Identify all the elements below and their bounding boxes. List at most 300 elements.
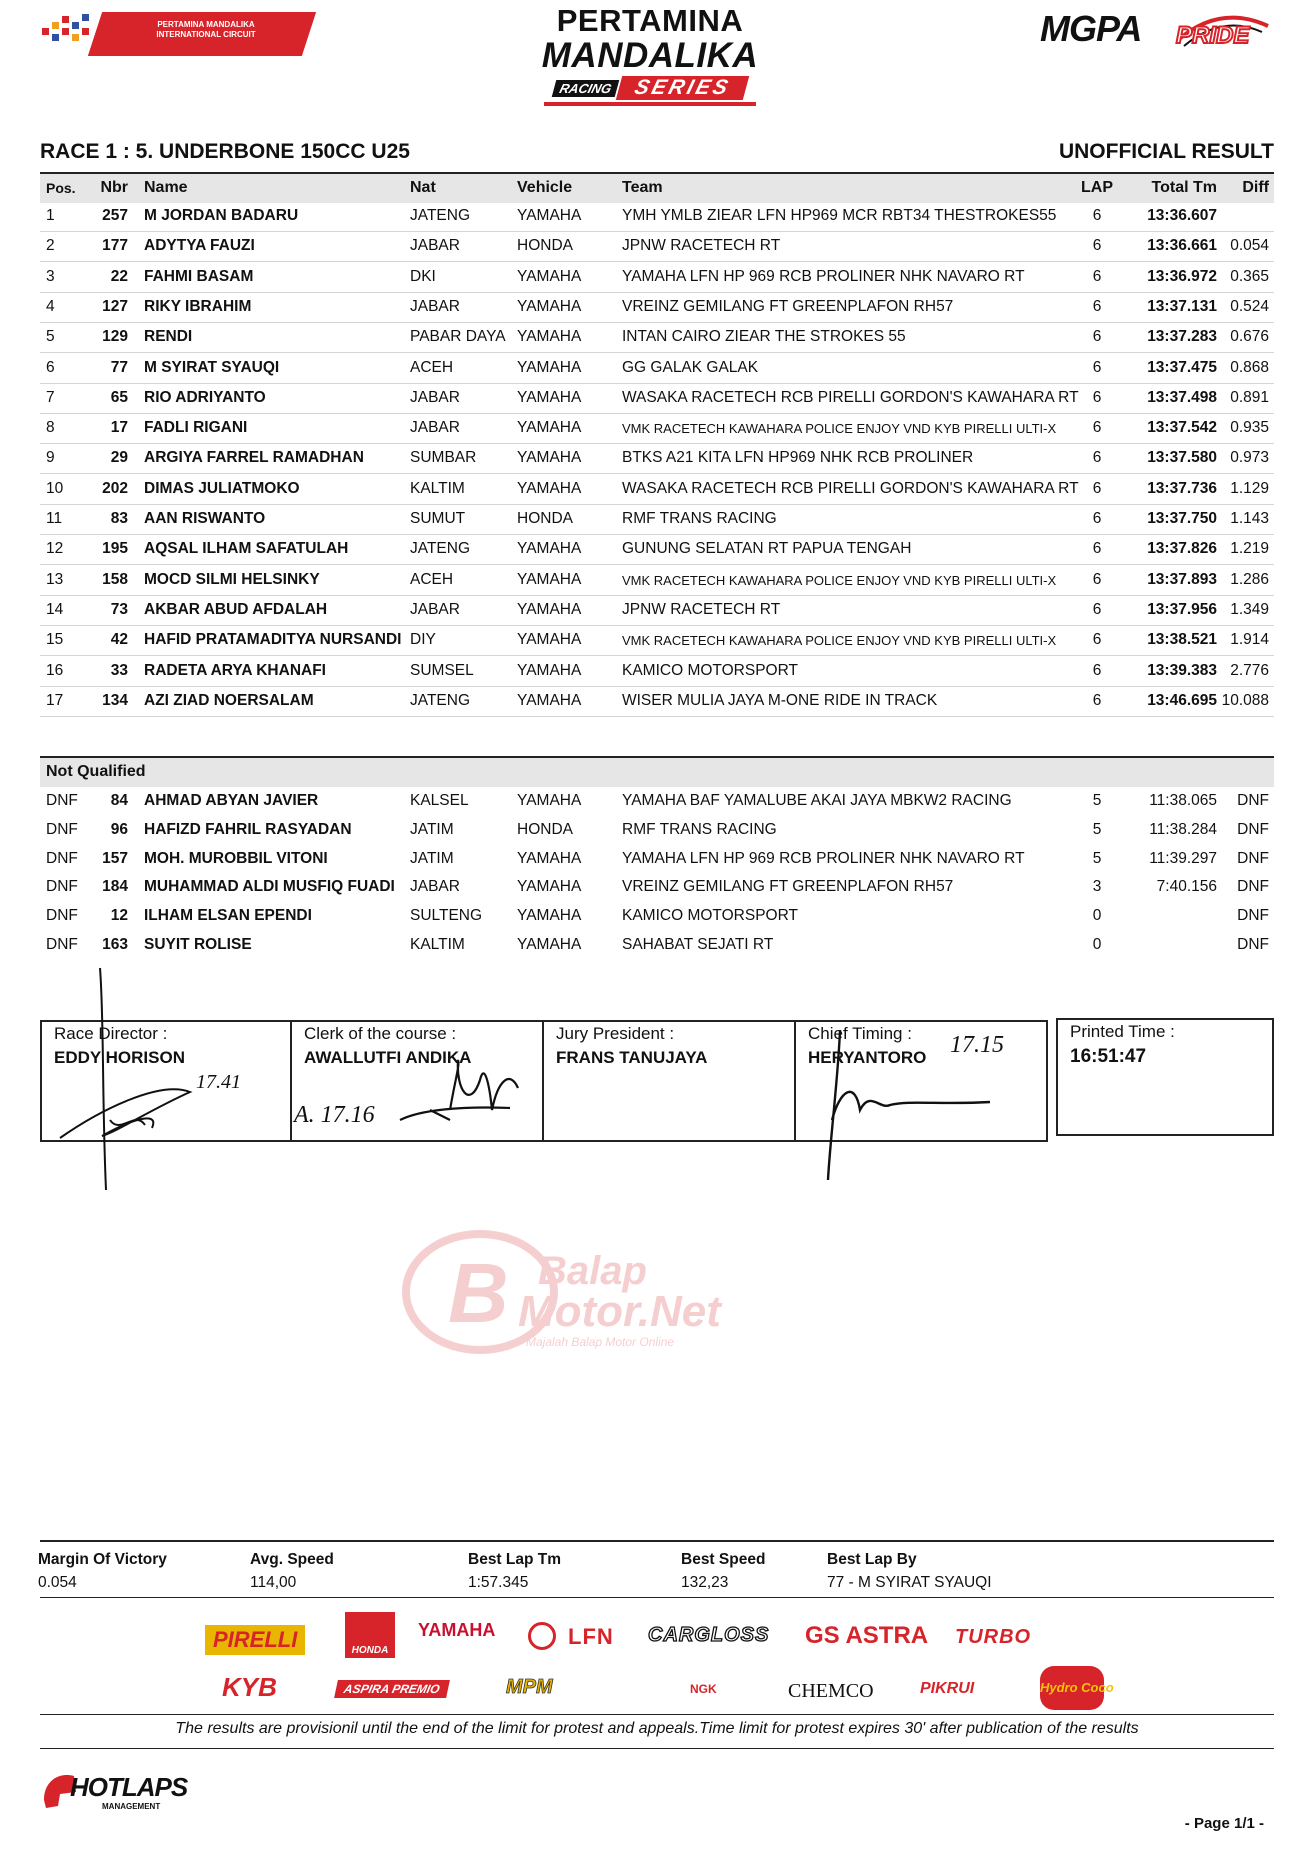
cell-nat: JATIM [410,849,454,867]
col-pos: Pos. [46,180,76,196]
cell-nbr: 96 [110,820,128,838]
cell-team: KAMICO MOTORSPORT [622,907,798,925]
cell-lap: 6 [1092,510,1102,527]
cell-vehicle: YAMAHA [517,449,582,467]
printed-time-label: Printed Time : [1070,1022,1175,1041]
cell-vehicle: YAMAHA [517,267,582,285]
cell-vehicle: YAMAHA [517,328,582,346]
cell-diff: 0.524 [1230,297,1269,315]
cell-vehicle: HONDA [517,237,573,255]
cell-diff: DNF [1237,820,1269,838]
table-row [40,625,1274,656]
results-header [40,172,1274,203]
table-row [40,413,1274,444]
cell-name: FADLI RIGANI [144,419,248,437]
cell-team: JPNW RACETECH RT [622,600,781,618]
cell-nat: JABAR [410,878,460,896]
cell-pos: 7 [46,388,55,406]
cell-nat: SUMBAR [410,449,477,467]
cell-diff: 10.088 [1221,691,1269,709]
signature-race-director [60,968,190,1190]
cell-vehicle: YAMAHA [517,540,582,558]
cell-nbr: 22 [110,267,128,285]
table-row [40,816,1274,845]
cell-nbr: 195 [102,540,128,558]
cell-pos: 6 [46,358,55,376]
cell-lap: 6 [1092,631,1102,649]
sponsor-gs-astra: GS ASTRA [805,1622,929,1649]
cell-team: YAMAHA LFN HP 969 RCB PROLINER NHK NAVARO RT [622,267,1025,285]
watermark-line1: Balap [538,1249,647,1293]
cell-nbr: 158 [102,570,128,588]
cell-diff: 0.365 [1230,267,1269,285]
cell-vehicle: YAMAHA [517,479,582,497]
signatures-overlay [40,960,1060,1200]
cell-nbr: 157 [102,849,128,867]
cell-pos: DNF [46,792,78,809]
pride-logo [1170,10,1274,54]
cell-pos: 11 [46,510,63,527]
cell-nbr: 12 [110,907,128,925]
stats-top-rule [40,1540,1274,1542]
cell-pos: 4 [46,297,55,315]
cell-total: 13:36.972 [1147,267,1217,285]
cell-nbr: 83 [110,510,128,527]
circuit-logo-text: PERTAMINA MANDALIKA INTERNATIONAL CIRCUIT [156,20,256,39]
cell-lap: 0 [1092,936,1102,953]
cell-name: RENDI [144,328,193,346]
cell-name: RADETA ARYA KHANAFI [144,661,326,679]
cell-diff: 2.776 [1230,661,1269,679]
cell-pos: 9 [46,449,55,467]
cell-name: MOH. MUROBBIL VITONI [144,849,328,867]
cell-pos: 10 [46,479,64,497]
stat-best-lap-label: Best Lap Tm [468,1551,562,1568]
cell-nbr: 163 [102,936,128,953]
cell-nat: SUMUT [410,510,466,527]
cell-name: AHMAD ABYAN JAVIER [144,792,319,809]
cell-vehicle: YAMAHA [517,907,582,925]
table-row [40,656,1274,687]
official-name: AWALLUTFI ANDIKA [304,1048,472,1067]
cell-lap: 6 [1092,449,1102,467]
cell-nbr: 77 [110,358,128,376]
printed-time-box [1056,1018,1274,1136]
stat-avg-speed-value: 114,00 [250,1574,297,1591]
hotlaps-logo-text: HOTLAPS [70,1772,188,1802]
cell-nat: DIY [410,631,436,649]
series-logo-underline [544,102,756,106]
cell-nbr: 127 [102,297,128,315]
table-row [40,201,1274,232]
cell-diff: 1.286 [1230,570,1269,588]
official-name: EDDY HORISON [54,1048,185,1067]
cell-total: 13:38.521 [1147,631,1217,649]
cell-pos: 2 [46,237,55,255]
col-total: Total Tm [1151,179,1217,196]
cell-diff: 1.349 [1230,600,1269,618]
signature-note: A. 17.16 [294,1102,375,1128]
cell-total: 7:40.156 [1156,878,1217,896]
col-nat: Nat [410,179,436,196]
table-row [40,686,1274,717]
cell-lap: 5 [1092,820,1102,838]
cell-pos: 1 [46,207,55,224]
hotlaps-logo [40,1770,210,1816]
cell-nat: JATENG [410,207,470,224]
stat-best-lap-by-label: Best Lap By [827,1551,917,1568]
cell-name: AQSAL ILHAM SAFATULAH [144,540,349,558]
table-row [40,902,1274,931]
cell-name: ILHAM ELSAN EPENDI [144,907,312,925]
cell-vehicle: YAMAHA [517,570,582,588]
cell-team: VREINZ GEMILANG FT GREENPLAFON RH57 [622,878,954,896]
cell-lap: 6 [1092,207,1102,224]
table-row [40,534,1274,565]
cell-lap: 6 [1092,297,1102,315]
cell-name: MOCD SILMI HELSINKY [144,570,320,588]
cell-total: 13:39.383 [1147,661,1217,679]
table-row [40,322,1274,353]
sponsor-ngk: NGK [690,1682,717,1696]
cell-pos: DNF [46,849,78,867]
cell-team: VMK RACETECH KAWAHARA POLICE ENJOY VND KYB PIRELLI ULTI-X [622,421,1057,437]
table-row [40,565,1274,596]
disclaimer-top-rule [40,1714,1274,1715]
cell-team: KAMICO MOTORSPORT [622,661,798,679]
cell-name: AZI ZIAD NOERSALAM [144,691,314,709]
cell-lap: 6 [1092,237,1102,255]
table-row [40,873,1274,902]
cell-name: RIO ADRIYANTO [144,388,266,406]
col-vehicle: Vehicle [517,179,573,196]
cell-team: SAHABAT SEJATI RT [622,936,774,953]
cell-lap: 0 [1092,907,1102,925]
cell-nat: JATENG [410,540,470,558]
sponsor-honda: HONDA [345,1612,395,1658]
cell-lap: 5 [1092,849,1102,867]
stat-avg-speed-label: Avg. Speed [250,1551,334,1568]
table-row [40,931,1274,960]
cell-vehicle: YAMAHA [517,600,582,618]
cell-lap: 3 [1092,878,1102,896]
sponsor-yamaha: YAMAHA [418,1620,496,1640]
official-name: HERYANTORO [808,1048,927,1067]
cell-diff: 0.676 [1230,328,1269,346]
cell-team: INTAN CAIRO ZIEAR THE STROKES 55 [622,328,906,346]
cell-diff: 1.219 [1230,540,1269,558]
cell-nbr: 73 [110,600,128,618]
cell-nbr: 202 [102,479,128,497]
cell-total: 13:37.750 [1147,510,1217,527]
stat-best-speed-label: Best Speed [681,1551,766,1568]
cell-vehicle: YAMAHA [517,936,582,953]
cell-total: 13:36.661 [1147,237,1217,255]
cell-pos: 14 [46,600,64,618]
watermark-line2: Motor.Net [518,1287,721,1336]
cell-lap: 6 [1092,419,1102,437]
cell-total: 13:37.131 [1147,297,1217,315]
stat-best-speed-value: 132,23 [681,1574,729,1591]
col-team: Team [622,179,663,196]
cell-total: 13:37.956 [1147,600,1217,618]
series-logo-line1: PERTAMINA [556,3,744,38]
cell-name: FAHMI BASAM [144,267,254,285]
official-role: Race Director : [54,1024,168,1043]
cell-nat: SUMSEL [410,661,474,679]
hotlaps-logo-sub: MANAGEMENT [102,1802,161,1811]
table-row [40,383,1274,414]
cell-name: DIMAS JULIATMOKO [144,479,300,497]
cell-total: 13:37.498 [1147,388,1217,406]
svg-text:B: B [448,1246,509,1340]
sponsor-pikrui: PIKRUI [920,1680,975,1697]
table-row [40,504,1274,535]
cell-total: 13:37.580 [1147,449,1217,467]
cell-nbr: 17 [110,419,128,437]
cell-vehicle: YAMAHA [517,388,582,406]
cell-pos: 3 [46,267,55,285]
cell-team: VMK RACETECH KAWAHARA POLICE ENJOY VND KYB PIRELLI ULTI-X [622,633,1057,649]
disclaimer: The results are provisionil until the end of the limit for protest and appeals.Time limit for protest expires 30' after publication of the results [175,1720,1139,1737]
cell-diff: 0.935 [1230,419,1269,437]
cell-pos: 12 [46,540,64,558]
cell-lap: 6 [1092,540,1102,558]
series-logo-series: SERIES [616,76,749,100]
cell-nbr: 65 [110,388,128,406]
watermark [400,1226,840,1356]
cell-nat: JABAR [410,388,460,406]
col-diff: Diff [1242,179,1269,196]
cell-total: 13:37.736 [1147,479,1217,497]
cell-diff: 0.891 [1230,388,1269,406]
cell-nat: KALTIM [410,936,465,953]
sponsor-mpm: MPM [506,1676,553,1698]
mgpa-logo: MGPA [1040,8,1142,49]
cell-name: M SYIRAT SYAUQI [144,358,280,376]
table-row [40,474,1274,505]
cell-vehicle: YAMAHA [517,631,582,649]
stats-bottom-rule [40,1597,1274,1598]
cell-vehicle: YAMAHA [517,849,582,867]
cell-lap: 6 [1092,328,1102,346]
cell-vehicle: YAMAHA [517,297,582,315]
cell-name: M JORDAN BADARU [144,207,299,224]
cell-diff: 0.973 [1230,449,1269,467]
official-role: Chief Timing : [808,1024,912,1043]
lfn-ring-icon [528,1622,556,1650]
cell-pos: 15 [46,631,64,649]
cell-name: ARGIYA FARREL RAMADHAN [144,449,364,467]
cell-diff: 0.868 [1230,358,1269,376]
cell-team: YAMAHA BAF YAMALUBE AKAI JAYA MBKW2 RACING [622,792,1012,809]
cell-nbr: 33 [110,661,128,679]
cell-nat: KALTIM [410,479,465,497]
cell-name: AAN RISWANTO [144,510,266,527]
not-qualified-header [40,756,1274,787]
signature-note: 17.15 [950,1032,1004,1058]
cell-team: GG GALAK GALAK [622,358,759,376]
cell-total: 13:37.893 [1147,570,1217,588]
series-logo-racing: RACING [552,80,620,97]
cell-team: WISER MULIA JAYA M-ONE RIDE IN TRACK [622,691,938,709]
cell-nat: ACEH [410,358,454,376]
cell-pos: 13 [46,570,64,588]
cell-total: 11:38.284 [1149,820,1217,838]
cell-lap: 6 [1092,600,1102,618]
cell-total: 13:46.695 [1147,691,1217,709]
sponsor-chemco: CHEMCO [788,1680,874,1702]
cell-nat: JABAR [410,297,460,315]
cell-nbr: 257 [102,207,128,224]
sponsor-aspira: ASPIRA PREMIO [334,1680,449,1698]
cell-nbr: 84 [110,792,128,809]
cell-name: RIKY IBRAHIM [144,297,252,315]
cell-vehicle: YAMAHA [517,691,582,709]
cell-nat: JATENG [410,691,470,709]
series-logo-line2: MANDALIKA [541,36,759,75]
cell-lap: 6 [1092,267,1102,285]
cell-diff: DNF [1237,936,1269,953]
col-name: Name [144,179,188,196]
cell-vehicle: YAMAHA [517,419,582,437]
cell-diff: 1.143 [1230,510,1269,527]
table-row [40,845,1274,874]
cell-nat: PABAR DAYA [410,328,506,346]
cell-total: 13:37.475 [1147,358,1217,376]
cell-team: WASAKA RACETECH RCB PIRELLI GORDON'S KAWAHARA RT [622,388,1079,406]
cell-lap: 6 [1092,661,1102,679]
page-number: - Page 1/1 - [1184,1815,1264,1832]
stat-best-lap-by-value: 77 - M SYIRAT SYAUQI [827,1574,992,1591]
cell-total: 11:39.297 [1149,849,1217,867]
cell-nbr: 129 [102,328,128,346]
result-status: UNOFFICIAL RESULT [1058,140,1274,163]
cell-team: JPNW RACETECH RT [622,237,781,255]
cell-nbr: 42 [110,631,128,649]
cell-name: MUHAMMAD ALDI MUSFIQ FUADI [144,878,395,896]
cell-nat: DKI [410,267,436,285]
signature-clerk [400,1060,518,1120]
cell-lap: 5 [1092,792,1102,809]
cell-nbr: 134 [102,691,128,709]
cell-team: VMK RACETECH KAWAHARA POLICE ENJOY VND KYB PIRELLI ULTI-X [622,572,1057,588]
cell-nat: KALSEL [410,792,469,809]
cell-vehicle: YAMAHA [517,661,582,679]
stat-margin-label: Margin Of Victory [38,1551,167,1568]
sponsor-turbo: TURBO [955,1626,1032,1648]
cell-pos: 17 [46,691,64,709]
signature-note: 17.41 [196,1071,241,1093]
cell-pos: DNF [46,907,78,925]
cell-team: RMF TRANS RACING [622,820,777,838]
watermark-logo [400,1226,840,1356]
stat-margin-value: 0.054 [38,1574,77,1591]
cell-vehicle: YAMAHA [517,878,582,896]
cell-nat: JATIM [410,820,454,838]
cell-diff: DNF [1237,849,1269,867]
cell-diff: 0.054 [1230,237,1269,255]
sponsor-cargloss: CARGLOSS [648,1624,770,1646]
cell-vehicle: HONDA [517,820,573,838]
official-name: FRANS TANUJAYA [556,1048,708,1067]
printed-time-value: 16:51:47 [1070,1046,1147,1067]
cell-pos: 16 [46,661,64,679]
watermark-tagline: Majalah Balap Motor Online [526,1335,675,1349]
cell-team: VREINZ GEMILANG FT GREENPLAFON RH57 [622,297,954,315]
stat-best-lap-value: 1:57.345 [468,1574,529,1591]
table-row [40,262,1274,293]
table-row [40,595,1274,626]
cell-team: YAMAHA LFN HP 969 RCB PROLINER NHK NAVARO RT [622,849,1025,867]
cell-name: ADYTYA FAUZI [144,237,255,255]
cell-team: YMH YMLB ZIEAR LFN HP969 MCR RBT34 THESTROKES55 [622,207,1057,224]
cell-nbr: 184 [102,878,128,896]
cell-lap: 6 [1092,388,1102,406]
col-nbr: Nbr [100,179,128,196]
cell-pos: DNF [46,878,78,896]
cell-nbr: 29 [110,449,128,467]
col-lap: LAP [1081,179,1113,196]
series-logo [520,4,780,106]
cell-nat: JABAR [410,600,460,618]
race-title: RACE 1 : 5. UNDERBONE 150CC U25 [40,140,410,163]
table-row [40,443,1274,474]
cell-pos: DNF [46,820,78,838]
sponsor-hydro-coco: Hydro Coco [1040,1666,1104,1710]
sponsor-lfn-label: LFN [568,1624,614,1649]
table-row [40,292,1274,323]
cell-nat: ACEH [410,570,454,588]
cell-diff: DNF [1237,792,1269,809]
cell-vehicle: YAMAHA [517,207,582,224]
cell-team: GUNUNG SELATAN RT PAPUA TENGAH [622,540,912,558]
cell-lap: 6 [1092,358,1102,376]
cell-nat: JABAR [410,419,460,437]
cell-nat: SULTENG [410,907,483,925]
cell-pos: DNF [46,936,78,953]
official-role: Jury President : [556,1024,675,1043]
disclaimer-bottom-rule [40,1748,1274,1749]
cell-team: WASAKA RACETECH RCB PIRELLI GORDON'S KAWAHARA RT [622,479,1079,497]
cell-total: 13:37.826 [1147,540,1217,558]
not-qualified-label: Not Qualified [46,763,146,780]
cell-name: HAFID PRATAMADITYA NURSANDI [144,631,402,649]
cell-pos: 5 [46,328,55,346]
table-row [40,231,1274,262]
cell-vehicle: YAMAHA [517,358,582,376]
cell-diff: DNF [1237,907,1269,925]
sponsor-kyb: KYB [222,1672,277,1702]
circuit-logo [40,8,275,64]
cell-pos: 8 [46,419,55,437]
cell-vehicle: HONDA [517,510,573,527]
cell-lap: 6 [1092,691,1102,709]
cell-lap: 6 [1092,570,1102,588]
sponsor-lfn [528,1624,614,1650]
cell-team: BTKS A21 KITA LFN HP969 NHK RCB PROLINER [622,449,974,467]
cell-diff: 1.129 [1230,479,1269,497]
cell-total: 11:38.065 [1149,792,1217,809]
cell-lap: 6 [1092,479,1102,497]
cell-nat: JABAR [410,237,460,255]
cell-name: AKBAR ABUD AFDALAH [144,600,328,618]
official-role: Clerk of the course : [304,1024,457,1043]
cell-name: SUYIT ROLISE [144,936,252,953]
cell-vehicle: YAMAHA [517,792,582,809]
cell-name: HAFIZD FAHRIL RASYADAN [144,820,352,838]
table-row [40,787,1274,816]
